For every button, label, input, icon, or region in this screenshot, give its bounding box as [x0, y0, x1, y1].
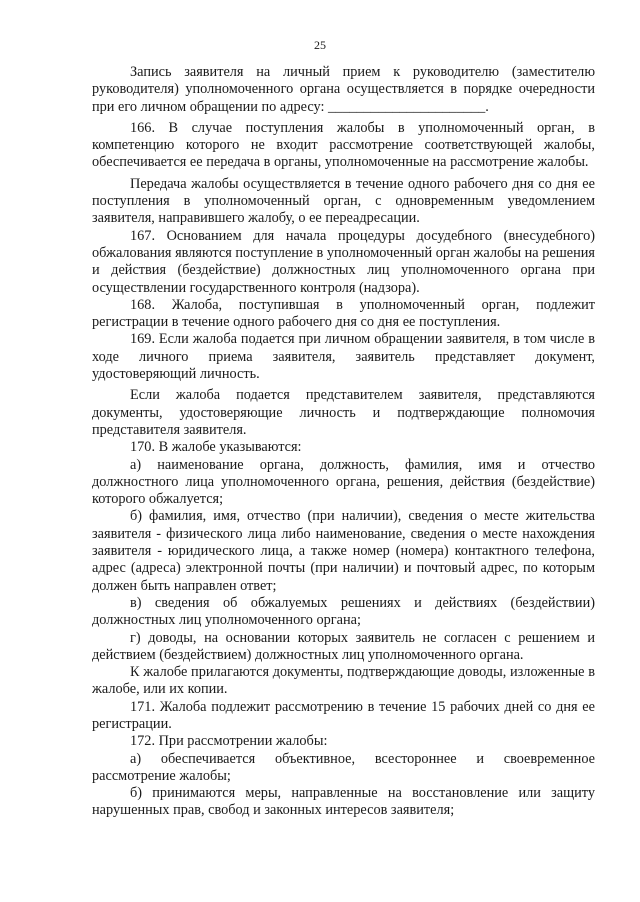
paragraph-171: 171. Жалоба подлежит рассмотрению в течение 15 рабочих дней со дня ее регистрации. [92, 698, 595, 732]
document-body [92, 64, 595, 820]
paragraph-170-b: б) фамилия, имя, отчество (при наличии), сведения о месте жительства заявителя - физического лица либо наименование, сведения о месте нахождения заявителя - юридического лица, а также номер (номера) контактного телефона, адрес (адреса) электронной почты (при наличии) и почтовый адрес, по которым должен быть направлен ответ; [92, 508, 595, 594]
paragraph-167: 167. Основанием для начала процедуры досудебного (внесудебного) обжалования являются поступление в уполномоченный орган жалобы на решения и действия (бездействие) должностных лиц уполномоченного органа при осуществлении государственного контроля (надзора). [92, 227, 595, 296]
paragraph-166: 166. В случае поступления жалобы в уполномоченный орган, в компетенцию которого не входит рассмотрение соответствующей жалобы, обеспечивается ее передача в органы, уполномоченные на рассмотрение жалобы. [92, 119, 595, 171]
paragraph-172-b: б) принимаются меры, направленные на восстановление или защиту нарушенных прав, свобод и законных интересов заявителя; [92, 785, 595, 819]
paragraph-170-g: г) доводы, на основании которых заявитель не согласен с решением и действием (бездействием) должностных лиц уполномоченного органа. [92, 629, 595, 663]
paragraph-170-v: в) сведения об обжалуемых решениях и действиях (бездействии) должностных лиц уполномоченного органа; [92, 594, 595, 629]
paragraph-representative: Если жалоба подается представителем заявителя, представляются документы, удостоверяющие личность и подтверждающие полномочия представителя заявителя. [92, 387, 595, 438]
page-number: 25 [314, 38, 326, 52]
paragraph-appointment: Запись заявителя на личный прием к руководителю (заместителю руководителя) уполномоченного органа осуществляется в порядке очередности при его личном обращении по адресу: ______________________. [92, 64, 595, 115]
paragraph-170: 170. В жалобе указываются: [130, 439, 302, 456]
paragraph-170-a: а) наименование органа, должность, фамилия, имя и отчество должностного лица уполномоченного органа, решения, действия (бездействие) которого обжалуется; [92, 456, 595, 508]
paragraph-172-a: а) обеспечивается объективное, всестороннее и своевременное рассмотрение жалобы; [92, 750, 595, 784]
paragraph-169: 169. Если жалоба подается при личном обращении заявителя, в том числе в ходе личного приема заявителя, заявитель представляет документ, удостоверяющий личность. [92, 331, 595, 383]
paragraph-attachments: К жалобе прилагаются документы, подтверждающие доводы, изложенные в жалобе, или их копии. [92, 664, 595, 698]
paragraph-168: 168. Жалоба, поступившая в уполномоченный орган, подлежит регистрации в течение одного рабочего дня со дня ее поступления. [92, 296, 595, 331]
paragraph-forwarding: Передача жалобы осуществляется в течение одного рабочего дня со дня ее поступления в уполномоченный орган, с одновременным уведомлением заявителя, направившего жалобу, о ее переадресации. [92, 175, 595, 227]
paragraph-172: 172. При рассмотрении жалобы: [130, 733, 328, 750]
